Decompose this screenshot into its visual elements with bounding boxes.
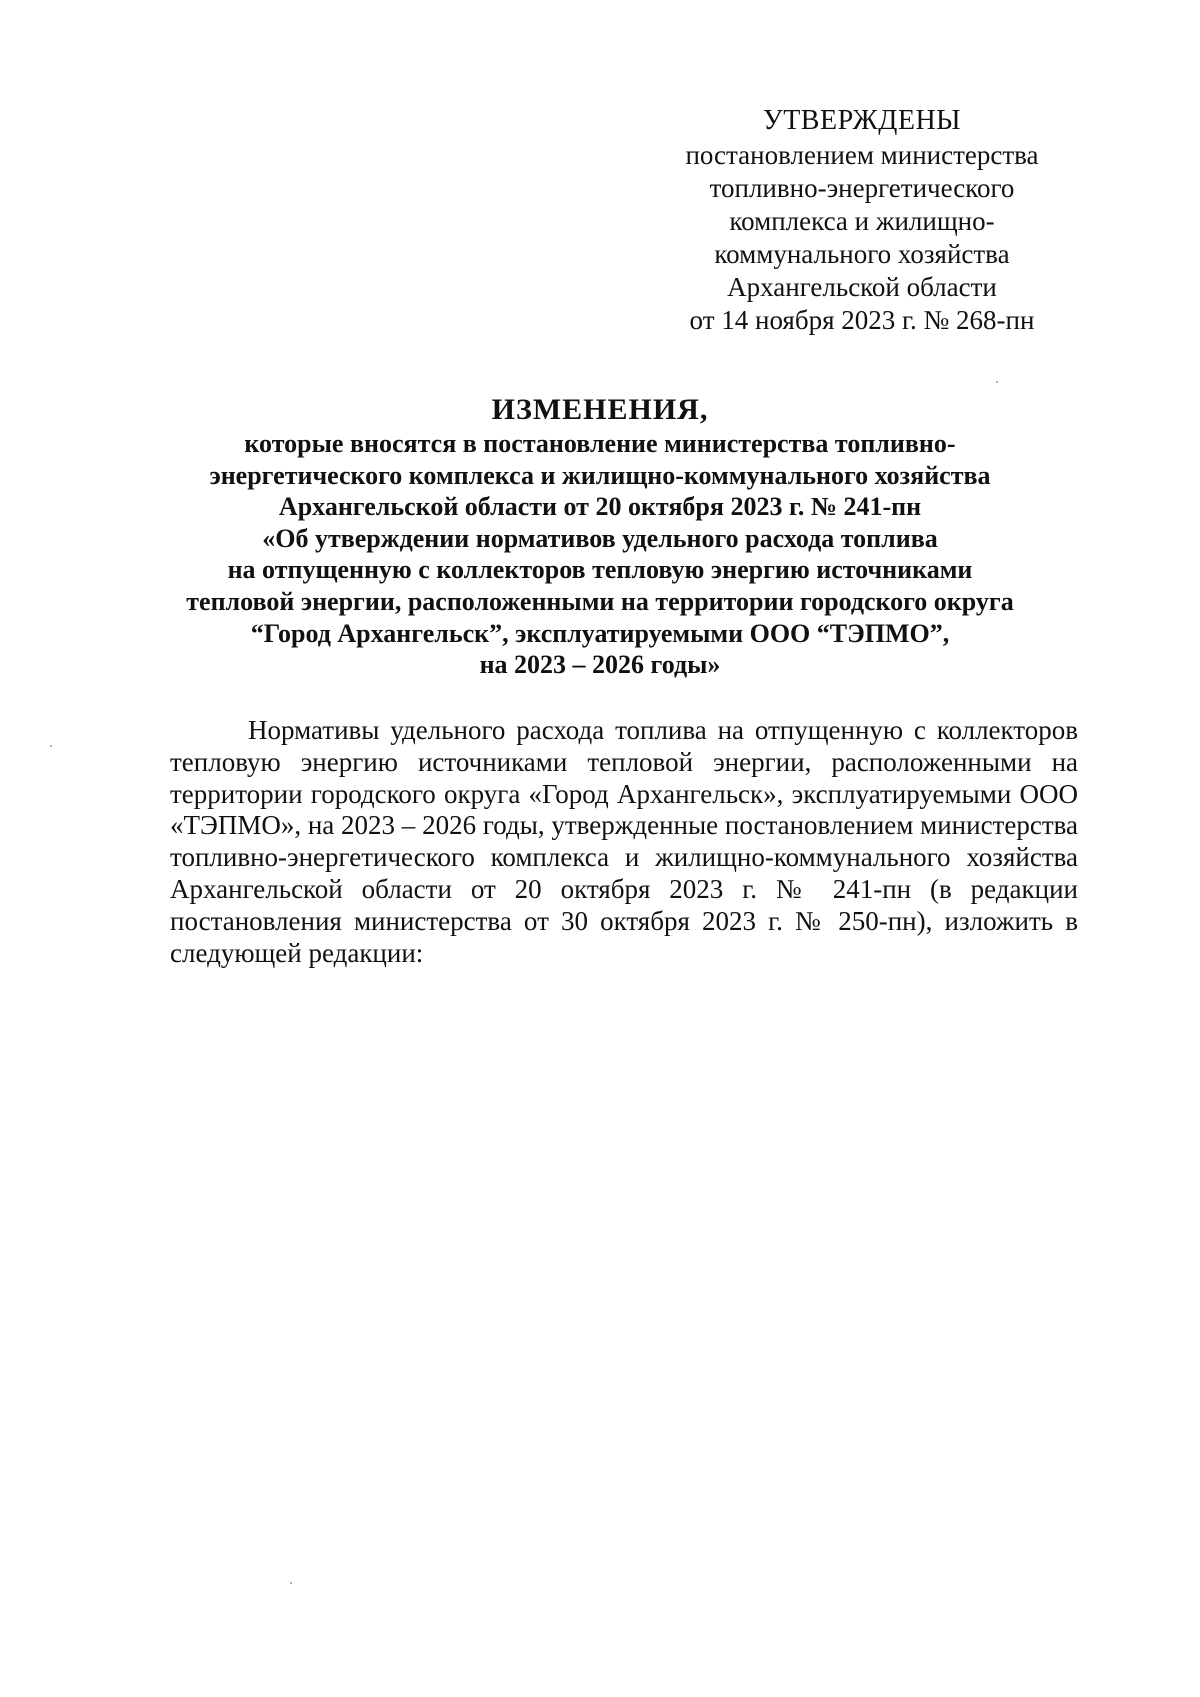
heading-line: энергетического комплекса и жилищно-коммунального хозяйства xyxy=(209,460,991,490)
heading-line: на отпущенную с коллекторов тепловую энергию источниками xyxy=(227,555,973,585)
scan-speck xyxy=(996,381,998,383)
approval-line: Архангельской области xyxy=(727,272,997,302)
scan-speck xyxy=(290,1582,292,1584)
approval-title: УТВЕРЖДЕНЫ xyxy=(762,105,962,136)
heading-line: “Город Архангельск”, эксплуатируемыми ООО “ТЭПМО”, xyxy=(250,618,950,648)
approval-line: топливно-энергетического xyxy=(709,173,1015,203)
heading-title: ИЗМЕНЕНИЯ, xyxy=(491,393,709,426)
approval-line: коммунального хозяйства xyxy=(714,239,1010,269)
approval-line: постановлением министерства xyxy=(685,140,1039,170)
document-heading xyxy=(150,392,1050,681)
heading-line: которые вносятся в постановление министерства топливно- xyxy=(244,429,956,458)
body-paragraph: Нормативы удельного расхода топлива на отпущенную с коллекторов тепловую энергию источниками тепловой энергии, расположенными на территории городского округа «Город Архангельск», эксплуатируемыми ООО «ТЭПМО», на 2023 – 2026 годы, утвержденные постановлением министерства топливно-энергетического комплекса и жилищно-коммунального хозяйства Архангельской области от 20 октября 2023 г. № 241-пн (в редакции постановления министерства от 30 октября 2023 г. № 250-пн), изложить в следующей редакции: xyxy=(170,715,1078,968)
heading-line: тепловой энергии, расположенными на территории городского округа xyxy=(186,586,1014,616)
heading-line: Архангельской области от 20 октября 2023 г. № 241-пн xyxy=(278,492,922,522)
approval-line: от 14 ноября 2023 г. № 268-пн xyxy=(689,305,1035,335)
approval-line: комплекса и жилищно- xyxy=(729,206,995,236)
heading-line: на 2023 – 2026 годы» xyxy=(479,650,721,680)
scan-speck xyxy=(50,745,52,747)
heading-line: «Об утверждении нормативов удельного расхода топлива xyxy=(262,523,938,553)
approval-block xyxy=(652,104,1072,337)
